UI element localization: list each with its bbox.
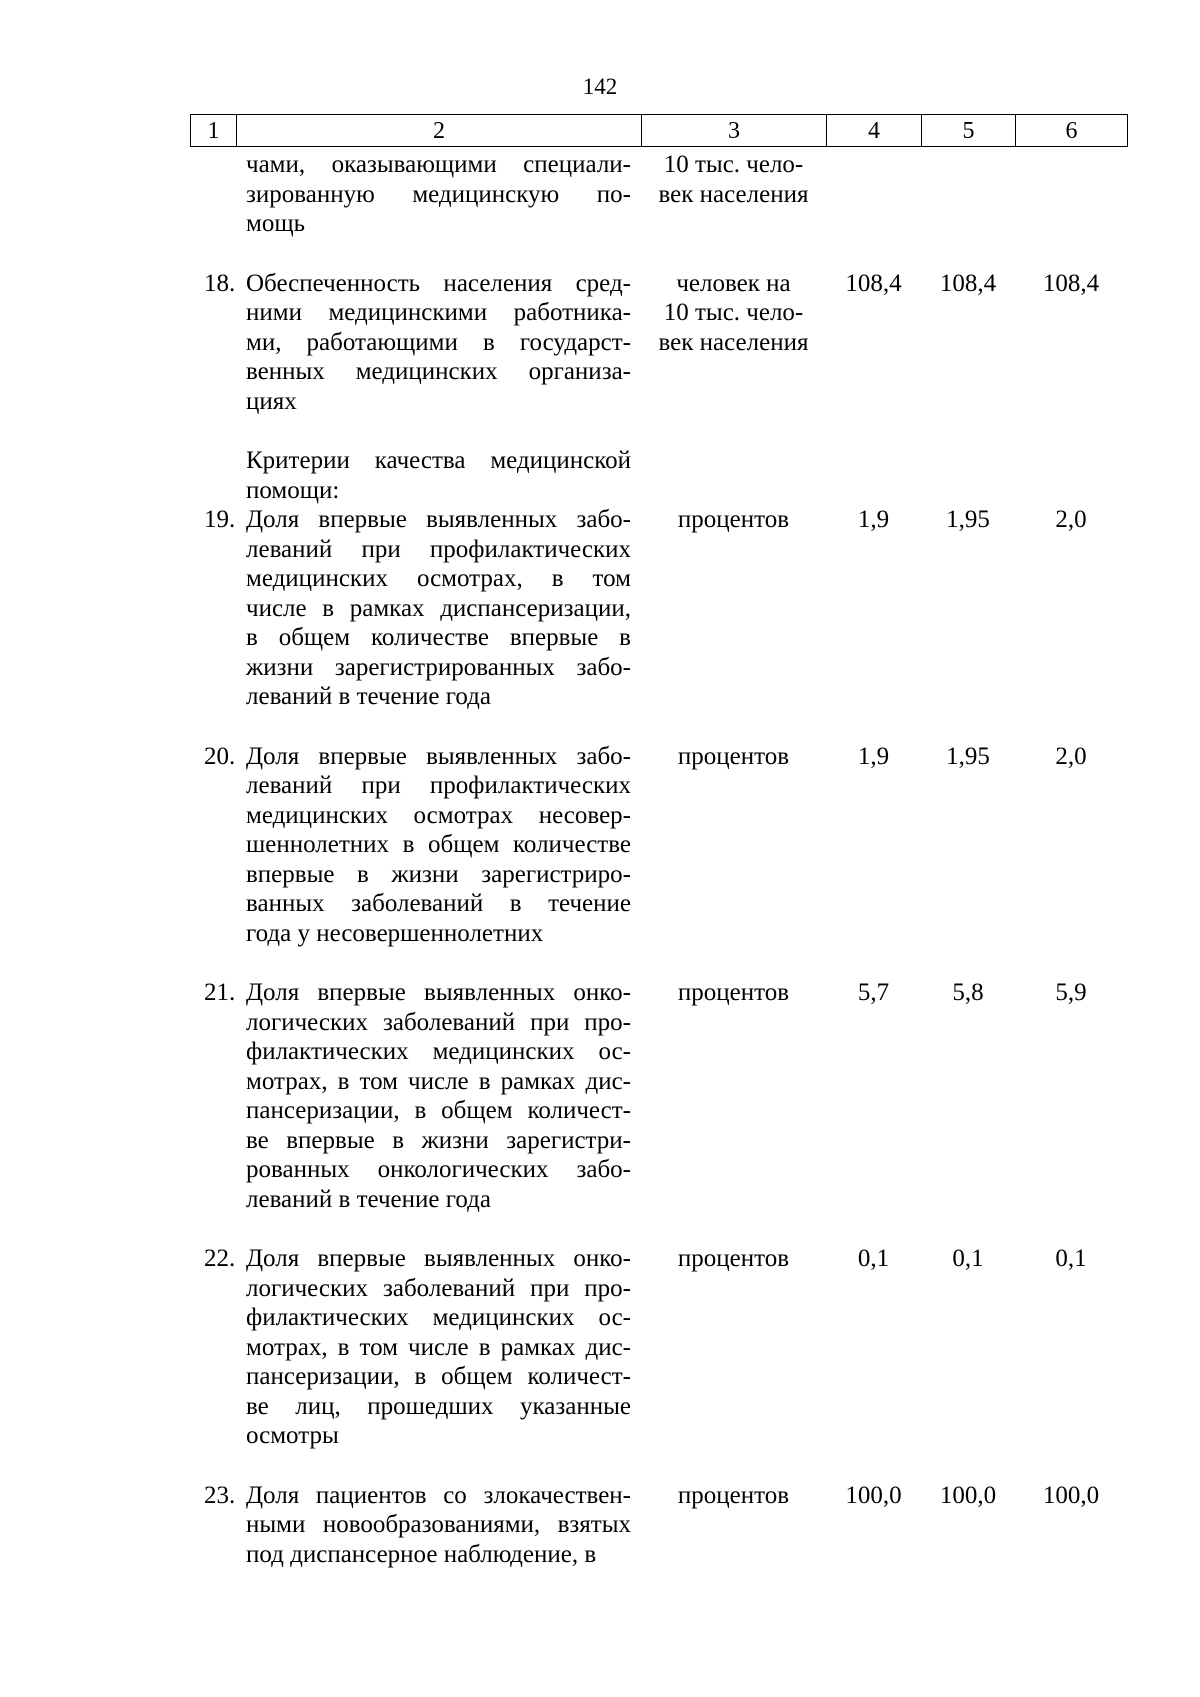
value-year-2 <box>921 150 1015 239</box>
table-row <box>190 269 1127 417</box>
unit-line: процентов <box>677 979 790 1006</box>
description-line: медицинских осмотрах несовер- <box>246 801 631 829</box>
unit-line: процентов <box>677 506 790 533</box>
value-year-1: 108,4 <box>845 269 902 297</box>
value-year-1: 5,7 <box>857 979 890 1006</box>
row-number: 21. <box>204 979 236 1006</box>
description-line: медицинских осмотрах, в том <box>246 565 631 592</box>
value-year-2: 108,4 <box>939 269 997 297</box>
unit-line: процентов <box>677 742 790 770</box>
value-year-3: 108,4 <box>1042 269 1100 297</box>
value-year-3: 0,1 <box>1055 1245 1087 1272</box>
table-row <box>190 1244 1127 1451</box>
description-line: логических заболеваний при про- <box>246 1274 631 1302</box>
description-line: ными новообразованиями, взятых <box>246 1511 631 1538</box>
description-line: Доля впервые выявленных забо- <box>246 742 631 770</box>
unit-line: 10 тыс. чело- <box>663 151 804 178</box>
indicator-description <box>236 446 641 505</box>
row-spacer <box>190 1451 1127 1481</box>
value-year-1: 1,9 <box>857 742 890 770</box>
header-col-3: 3 <box>642 115 827 147</box>
value-year-3: 5,9 <box>1055 979 1087 1006</box>
header-col-5: 5 <box>922 115 1016 147</box>
description-line: пансеризации, в общем количест- <box>246 1363 631 1390</box>
page-number: 142 <box>582 74 618 99</box>
value-year-3: 2,0 <box>1055 506 1087 533</box>
description-line: филактических медицинских ос- <box>246 1038 631 1065</box>
description-line: филактических медицинских ос- <box>246 1304 631 1331</box>
description-line: Обеспеченность населения сред- <box>246 269 631 297</box>
description-line: ве лиц, прошедших указанные <box>246 1392 631 1420</box>
description-line: помощи: <box>246 476 340 504</box>
row-number: 20. <box>204 742 236 770</box>
unit-line: век населения <box>658 180 809 208</box>
description-line: чами, оказывающими специали- <box>246 151 631 178</box>
description-line: Доля впервые выявленных забо- <box>246 506 631 533</box>
description-line: пансеризации, в общем количест- <box>246 1097 631 1124</box>
row-number: 18. <box>204 269 236 297</box>
description-line: циях <box>246 387 297 415</box>
indicator-description <box>236 505 641 712</box>
description-line: осмотры <box>246 1422 339 1449</box>
value-year-1: 100,0 <box>845 1481 902 1509</box>
description-line: Критерии качества медицинской <box>246 447 631 474</box>
description-line: числе в рамках диспансеризации, <box>246 594 631 622</box>
table-row <box>190 446 1127 505</box>
value-year-1 <box>826 446 921 505</box>
description-line: мотрах, в том числе в рамках дис- <box>246 1067 631 1095</box>
description-line: жизни зарегистрированных забо- <box>246 653 631 681</box>
row-number <box>190 446 236 505</box>
unit-line: человек на <box>676 269 791 297</box>
indicator-description <box>236 978 641 1214</box>
unit-of-measure <box>641 269 826 417</box>
description-line: ми, работающими в государст- <box>246 328 631 356</box>
description-line: мощь <box>246 210 305 237</box>
value-year-2 <box>921 446 1015 505</box>
description-line: логических заболеваний при про- <box>246 1008 631 1036</box>
unit-of-measure <box>641 150 826 239</box>
description-line: Доля впервые выявленных онко- <box>246 1245 631 1272</box>
value-year-2: 1,95 <box>946 742 990 770</box>
unit-of-measure <box>641 978 826 1214</box>
description-line: Доля пациентов со злокачествен- <box>246 1481 631 1509</box>
value-year-1: 1,9 <box>857 506 890 533</box>
value-year-3: 2,0 <box>1055 742 1087 770</box>
description-line: леваний в течение года <box>246 683 491 710</box>
description-line: леваний в течение года <box>246 1185 491 1213</box>
row-spacer <box>190 239 1127 269</box>
header-col-6: 6 <box>1016 115 1128 147</box>
table-row <box>190 742 1127 949</box>
unit-line: процентов <box>677 1245 790 1272</box>
description-line: леваний при профилактических <box>246 535 631 563</box>
description-line: рованных онкологических забо- <box>246 1156 631 1183</box>
indicator-description <box>236 742 641 949</box>
table-row <box>190 505 1127 712</box>
row-spacer <box>190 948 1127 978</box>
row-number: 22. <box>204 1245 236 1272</box>
description-line: ванных заболеваний в течение <box>246 890 631 917</box>
description-line: зированную медицинскую по- <box>246 180 631 208</box>
unit-line: процентов <box>677 1481 790 1509</box>
value-year-1 <box>826 150 921 239</box>
value-year-3 <box>1015 150 1127 239</box>
indicator-description <box>236 1481 641 1570</box>
unit-of-measure <box>641 742 826 949</box>
value-year-2: 5,8 <box>952 979 984 1006</box>
header-col-1: 1 <box>191 115 237 147</box>
description-line: шеннолетних в общем количестве <box>246 831 631 858</box>
description-line: Доля впервые выявленных онко- <box>246 979 631 1006</box>
description-line: года у несовершеннолетних <box>246 919 544 947</box>
value-year-2: 1,95 <box>946 506 990 533</box>
header-col-2: 2 <box>237 115 642 147</box>
indicator-description <box>236 1244 641 1451</box>
unit-line: 10 тыс. чело- <box>663 299 804 326</box>
row-spacer <box>190 1214 1127 1244</box>
unit-of-measure <box>641 1244 826 1451</box>
description-line: ве впервые в жизни зарегистри- <box>246 1126 631 1154</box>
row-spacer <box>190 712 1127 742</box>
unit-of-measure <box>641 1481 826 1570</box>
value-year-3: 100,0 <box>1042 1481 1100 1509</box>
value-year-2: 100,0 <box>939 1481 997 1509</box>
unit-of-measure <box>641 446 826 505</box>
value-year-3 <box>1015 446 1127 505</box>
description-line: леваний при профилактических <box>246 772 631 799</box>
table-row <box>190 1481 1127 1570</box>
unit-line: век населения <box>658 328 809 356</box>
value-year-1: 0,1 <box>857 1245 890 1272</box>
table-row <box>190 150 1127 239</box>
description-line: впервые в жизни зарегистриро- <box>246 860 631 888</box>
description-line: в общем количестве впервые в <box>246 624 631 651</box>
header-col-4: 4 <box>827 115 922 147</box>
indicator-description <box>236 150 641 239</box>
table-header <box>190 114 1128 147</box>
description-line: под диспансерное наблюдение, в <box>246 1540 597 1568</box>
value-year-2: 0,1 <box>952 1245 984 1272</box>
header-row <box>191 115 1128 147</box>
row-number: 19. <box>204 506 236 533</box>
description-line: венных медицинских организа- <box>246 358 631 385</box>
unit-of-measure <box>641 505 826 712</box>
description-line: ними медицинскими работника- <box>246 299 631 326</box>
table-row <box>190 978 1127 1214</box>
indicators-table <box>190 150 1127 1569</box>
row-number: 23. <box>204 1481 236 1509</box>
row-number <box>190 150 236 239</box>
row-spacer <box>190 416 1127 446</box>
description-line: мотрах, в том числе в рамках дис- <box>246 1333 631 1361</box>
indicator-description <box>236 269 641 417</box>
